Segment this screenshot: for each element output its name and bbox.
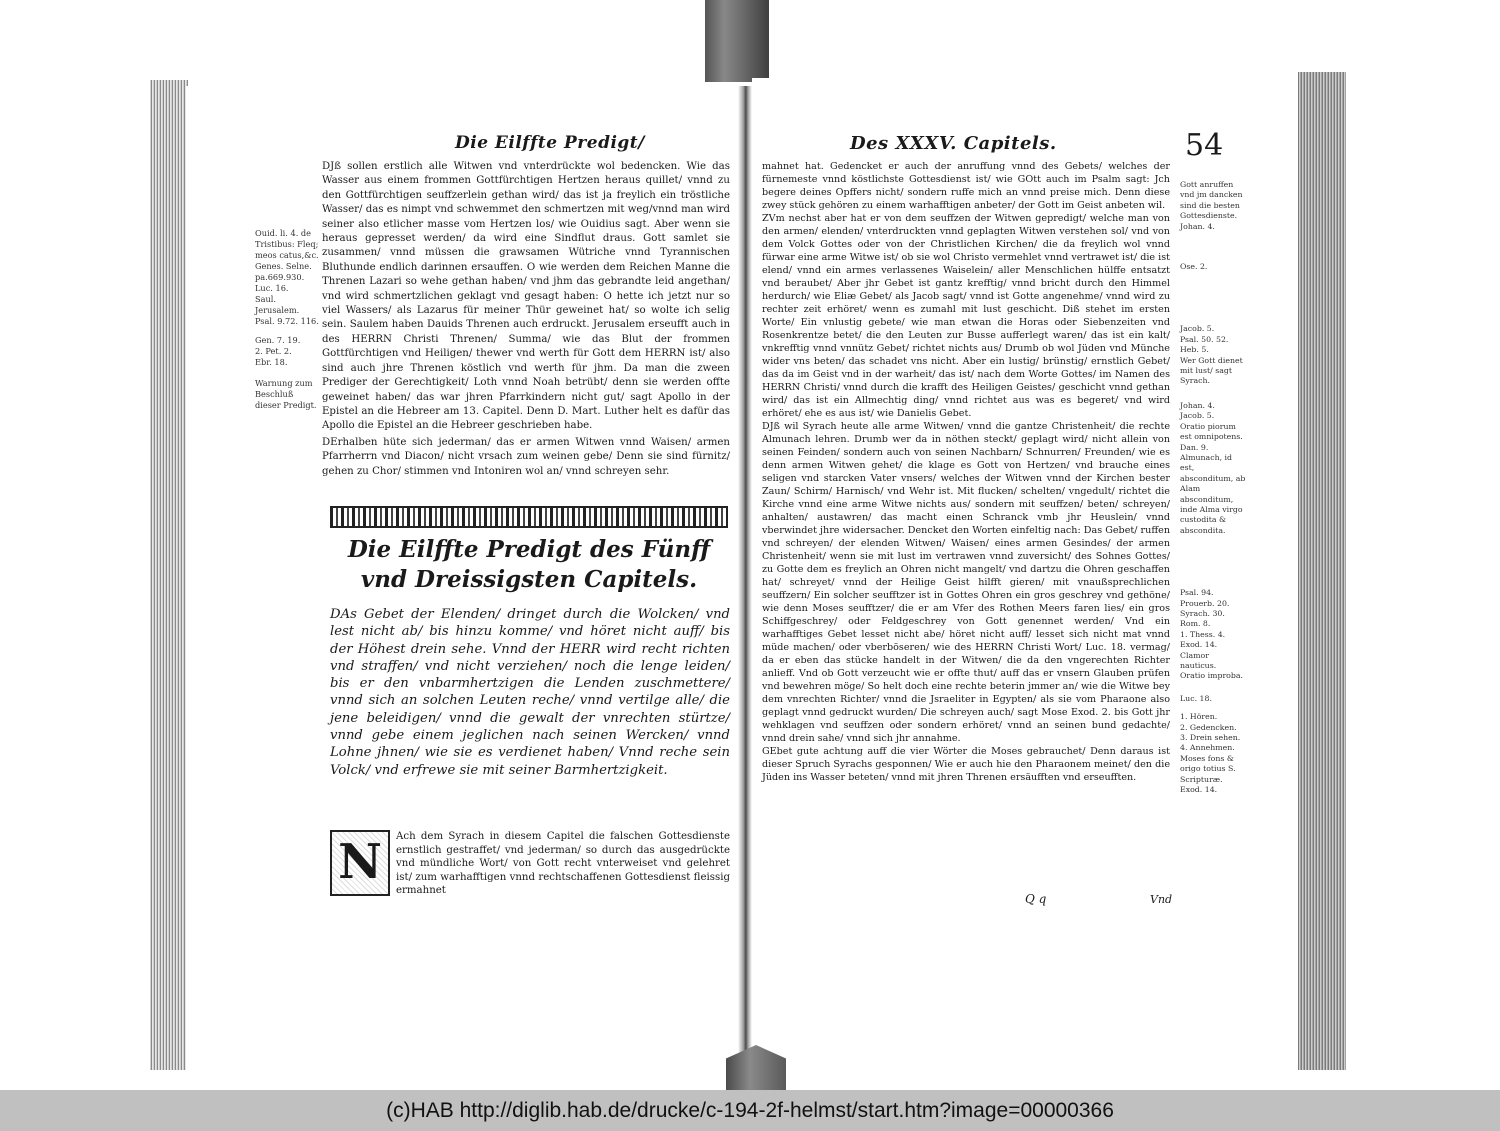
margin-note: Oratio piorum est omnipotens. bbox=[1180, 421, 1243, 442]
margin-note: 1. Hören. bbox=[1180, 712, 1218, 722]
margin-note: Moses fons & origo totius S. Scripturæ. bbox=[1180, 753, 1236, 784]
margin-note: Warnung zum Beschluß dieser Predigt. bbox=[255, 378, 317, 410]
left-running-head: Die Eilffte Predigt/ bbox=[455, 133, 645, 153]
margin-note: Johan. 4. bbox=[1180, 400, 1215, 410]
left-page-edges bbox=[150, 80, 188, 1070]
margin-note: Wer Gott dienet mit lust/ sagt Syrach. bbox=[1180, 355, 1243, 386]
signature-mark: Q q bbox=[1025, 892, 1047, 906]
right-paragraph-4: GEbet gute achtung auff die vier Wörter die Moses gebrauchet/ Denn daraus ist dieser Spruch Syrachs gesponnen/ Wie er auch hie den Pharaonem meinet/ den die Jüden ins Wasser beteten/ vnnd mit jhren Threnen ersäufften vnd erseufften. bbox=[762, 746, 1170, 783]
right-margin-notes bbox=[1180, 180, 1246, 795]
left-margin-notes bbox=[255, 228, 319, 411]
margin-note: Psal. 50. 52. bbox=[1180, 334, 1229, 344]
copyright-footer: (c)HAB http://diglib.hab.de/drucke/c-194-2f-helmst/start.htm?image=00000366 bbox=[0, 1090, 1500, 1131]
decorated-initial: N bbox=[330, 830, 390, 896]
margin-note: Heb. 5. bbox=[1180, 345, 1209, 355]
margin-note: Jacob. 5. bbox=[1180, 411, 1215, 421]
chapter-title: Die Eilffte Predigt des Fünff vnd Dreissigsten Capitels. bbox=[347, 536, 711, 593]
margin-note: Ouid. li. 4. de Tristibus: Fleq; meos catus,&c. bbox=[255, 228, 319, 260]
book-spine bbox=[738, 86, 752, 1070]
right-page-edges bbox=[1298, 72, 1346, 1070]
chapter-summary: DAs Gebet der Elenden/ dringet durch die Wolcken/ vnd lest nicht ab/ bis hinzu komme/ vnd höret nicht auff/ bis der Höhest drein sehe. Vnnd der HERR wird recht richten vnd straffen/ vnd nicht verziehen/ noch die lenge leiden/ bis er den vnbarmhertzigen die Lenden zuschmettere/ vnnd sich an solchen Leuten reche/ vnnd vertilge alle/ die jene beleidigen/ vnnd die gewalt der vnrechten stürtze/ vnnd gebe einem jeglichen nach seinen Wercken/ vnnd Lohne jhnen/ wie sie es verdienet haben/ Vnnd reche sein Volck/ vnd erfrewe sie mit seiner Barmhertzigkeit. bbox=[330, 607, 730, 778]
margin-note: Ose. 2. bbox=[1180, 262, 1208, 272]
margin-note: Psal. 94. bbox=[1180, 588, 1214, 598]
margin-note: Ebr. 18. bbox=[255, 357, 288, 367]
margin-note: Gott anruffen vnd jm dancken sind die besten Gottesdienste. Johan. 4. bbox=[1180, 180, 1243, 231]
right-body-text bbox=[762, 160, 1170, 784]
margin-note: 4. Annehmen. bbox=[1180, 743, 1235, 753]
margin-note: Jerusalem. Psal. 9.72. 116. bbox=[255, 305, 319, 326]
left-paragraph-1: DJß sollen erstlich alle Witwen vnd vnterdrückte wol bedencken. Wie das Wasser aus einem frommen Gottfürchtigen Hertzen heraus quillet/ vnnd zu den Gottfürchtigen seuffzerlein gethan wird/ das ist ja freylich ein tröstliche Wasser/ das es nimpt vnd schwemmet den schmertzen mit weg/vnnd man wird seiner also etlicher masse vom Hertzen los/ wie Ouidius sagt. Aber wenn sie heraus gepresset werden/ da wird eine Sindflut draus. Gott samlet sie zusammen/ vnnd müssen die grawsamen Wütriche vnnd Tyrannischen Bluthunde endlich darinnen ersauffen. O wie werden dem Reichen Manne die Threnen Lazari so wehe gethan haben/ vnd jhm das gebrandte leid angethan/ vnd wird schmertzlichen geklagt vnd gesagt haben: O hette ich jetzt nur so viel Wassers/ als Lazarus für meiner Thür geweinet hat/ so wolte ich selig sein. Saulem haben Dauids Threnen auch erdruckt. Jerusalem erseufft auch in des HERRN Christi Threnen/ Summa/ wie das Blut der frommen Gottfürchtigen vnd Heiligen/ thewer vnd werth für Gott dem HERRN ist/ also sind auch jhre Threnen köstlich vnd werth für jhm. Da man die zween Prediger der Gerechtigkeit/ Loth vnnd Noah betrübt/ denn sie werden offte geweinet haben/ das war jhren Pfarrkindern nicht gut/ sagt Apollo in der Epistel an die Hebreer am 13. Capitel. Denn D. Mart. Luther helt es dafür das Apollo die Epistel an die Hebreer geschrieben habe. bbox=[322, 161, 730, 432]
margin-note: Dan. 9. bbox=[1180, 442, 1209, 452]
margin-note: 2. Pet. 2. bbox=[255, 346, 292, 356]
margin-note: Jacob. 5. bbox=[1180, 324, 1215, 334]
margin-note: 3. Drein sehen. bbox=[1180, 733, 1241, 743]
margin-note: Syrach. 30. bbox=[1180, 608, 1225, 618]
margin-note: Almunach, id est, absconditum, ab Alam absconditum, inde Alma virgo custodita & abscondita. bbox=[1180, 452, 1246, 535]
margin-note: Saul. bbox=[255, 294, 276, 304]
margin-note: 1. Thess. 4. bbox=[1180, 629, 1226, 639]
catchword: Vnd bbox=[1150, 893, 1173, 906]
right-paragraph-3: DJß wil Syrach heute alle arme Witwen/ vnnd die gantze Christenheit/ die rechte Almunach lehren. Drumb wer da in nöthen steckt/ geplagt wird/ nicht allein von seinen Feinden/ sondern auch von seinen Nachbarn/ Schnurren/ Freunden/ wie es denn armen Witwen gehet/ die klage es Gott von Hertzen/ vnd brauche eines seligen vnd starcken Vater vnsers/ welches der Witwen vnnd der Kirchen bester Zaun/ Schirm/ Harnisch/ vnd Wehr ist. Mit flucken/ schelten/ vngedult/ richtet die Kirche vnnd eine arme Witwe nichts aus/ sondern mit seuffzen/ beten/ schreyen/ anhalten/ austawren/ das macht einen Schranck vmb jhr Heuslein/ vnnd vberwindet jhre widersacher. Dencket den Worten einfeltig nach: Das Gebet/ ruffen vnd schreyen/ der elenden Witwen/ Waisen/ eines armen Gesindes/ der armen Christenheit/ wenn sie mit lust im vertrawen vnnd zuversicht/ des Sohnes Gottes/ zu Gotte dem es freylich an Ohren nicht mangelt/ vnd dartzu die Ohren geschaffen hat/ schreyet/ vnnd der Heilige Geist hilfft gieren/ mit vnaußsprechlichen seuffzern/ Ein solcher seufftzer ist in Gottes Ohren ein gros geschrey vnd gethöne/ wie denn Moses seufftzer/ die er am Vfer des Rothen Meers faren lies/ ein gros Schiffgeschrey/ oder Feldgeschrey von Gott genennet werden/ Vnd ein warhafftiges Gebet lesset nicht abe/ höret nicht auff/ lesset sich nicht mat vnnd müde machen/ oder vberböseren/ wie des HERRN Christi Wort/ Luc. 18. vermag/ da er eben das stücke handelt in der Witwen/ die da den vngerechten Richter anlieff. Vnd ob Gott verzeucht wie er offte thut/ auff das er vnsern Glauben prüfen vnd bewehren möge/ So helt doch eine rechte beterin jmmer an/ wie die Witwe bey dem vnrechten Richter/ vnnd die Jsraeliter in Egypten/ als sie vom Pharaone also geplagt vnnd gedruckt wurden/ Die schreyen auch/ sagt Mose Exod. 2. bis Gott jhr wehklagen vnd seuffzen oder sondern erhöret/ vnnd an seinen bund gedachte/ vnnd drein sahe/ vnnd sich jhr annahme. bbox=[762, 421, 1170, 744]
margin-note: Exod. 14. bbox=[1180, 640, 1218, 650]
left-body-text bbox=[322, 160, 730, 479]
left-paragraph-2: DErhalben hüte sich jederman/ das er armen Witwen vnnd Waisen/ armen Pfarrherrn vnd Diacon/ nicht vrsach zum weinen gebe/ Denn sie sind fürnitz/ gehen zu Chor/ stimmen vnd Intoniren wol an/ vnnd schreyen sehr. bbox=[322, 436, 730, 477]
margin-note: Oratio improba. bbox=[1180, 671, 1243, 681]
margin-note: Exod. 14. bbox=[1180, 785, 1218, 795]
right-paragraph-1: mahnet hat. Gedencket er auch der anruffung vnnd des Gebets/ welches der fürnemeste vnnd köstlichste Gottesdienst ist/ wie GOtt auch im Psalm sagt: Jch begere deines Opffers nicht/ sondern ruffe mich an vnnd preise mich. Denn diese zwey stück gehören zu einem warhafftigen anbeter/ der Gott im Geist anbeten wil. bbox=[762, 161, 1170, 211]
bookmark-tab-top bbox=[705, 0, 769, 82]
margin-note: 2. Gedencken. bbox=[1180, 722, 1237, 732]
page-number: 54 bbox=[1185, 128, 1224, 163]
margin-note: Gen. 7. 19. bbox=[255, 335, 301, 345]
opening-paragraph: Ach dem Syrach in diesem Capitel die falschen Gottesdienste ernstlich gestraffet/ vnd jederman/ so durch das ausgedrückte vnd mündliche Wort/ von Gott recht vnterweiset vnd gelehret ist/ zum warhafftigen vnnd rechtschaffenen Gottesdienst fleissig ermahnet bbox=[396, 831, 730, 897]
right-paragraph-2: ZVm nechst aber hat er von dem seuffzen der Witwen gepredigt/ welche man von den armen/ elenden/ vnterdruckten vnnd geplagten Witwen verstehen sol/ vnd von dem Volck Gottes oder von der Christlichen Kirchen/ die da freylich wol vnnd fürwar eine arme Witwe ist/ ob sie wol Christo vermehlet vnnd vertrawet ist/ die ist elend/ vnnd ein armes verlassenes Waiselein/ aller Menschlichen hülffe entsatzt vnd beraubet/ Aber jhr Gebet ist gantz krefftig/ vnnd bricht durch den Himmel herdurch/ wie Eliæ Gebet/ als Jacob sagt/ vnnd ist Gotte angenehme/ vnnd wird zu rechter zeit erhöret/ wenn es zumahl mit lust geschicht. Diß stehet im ersten Worte/ Ein vnlustig gebete/ wie man etwan die Horas oder Siebenzeiten vnd Rosenkrentze betet/ die den Leuten zur Busse aufferlegt waren/ das ist ein kalt/ vnkrefftig vnnd vnnütz Gebet/ richtet nichts aus/ Drumb ob wol Jüden vnd Münche wider vns beten/ das schadet vns nicht. Aber ein lustig/ brünstig/ ernstlich Gebet/ das da im Geist vnd in der warheit/ das ist/ nach dem Worte Gottes/ im Namen des HERRN Christi/ vnnd durch die krafft des Heiligen Geistes/ geschicht vnnd gethan wird/ das ist ein Allmechtig ding/ vnnd richtet aus was es begeret/ vnd wird erhöret/ ehe es aus ist/ wie Danielis Gebet. bbox=[762, 213, 1170, 419]
right-running-head: Des XXXV. Capitels. bbox=[850, 133, 1057, 154]
margin-note: Clamor nauticus. bbox=[1180, 650, 1217, 670]
decorative-border bbox=[330, 506, 728, 528]
margin-note: Genes. Selne. pa.669.930. bbox=[255, 261, 312, 282]
margin-note: Rom. 8. bbox=[1180, 619, 1211, 629]
margin-note: Prouerb. 20. bbox=[1180, 598, 1230, 608]
margin-note: Luc. 18. bbox=[1180, 693, 1212, 703]
margin-note: Luc. 16. bbox=[255, 283, 289, 293]
